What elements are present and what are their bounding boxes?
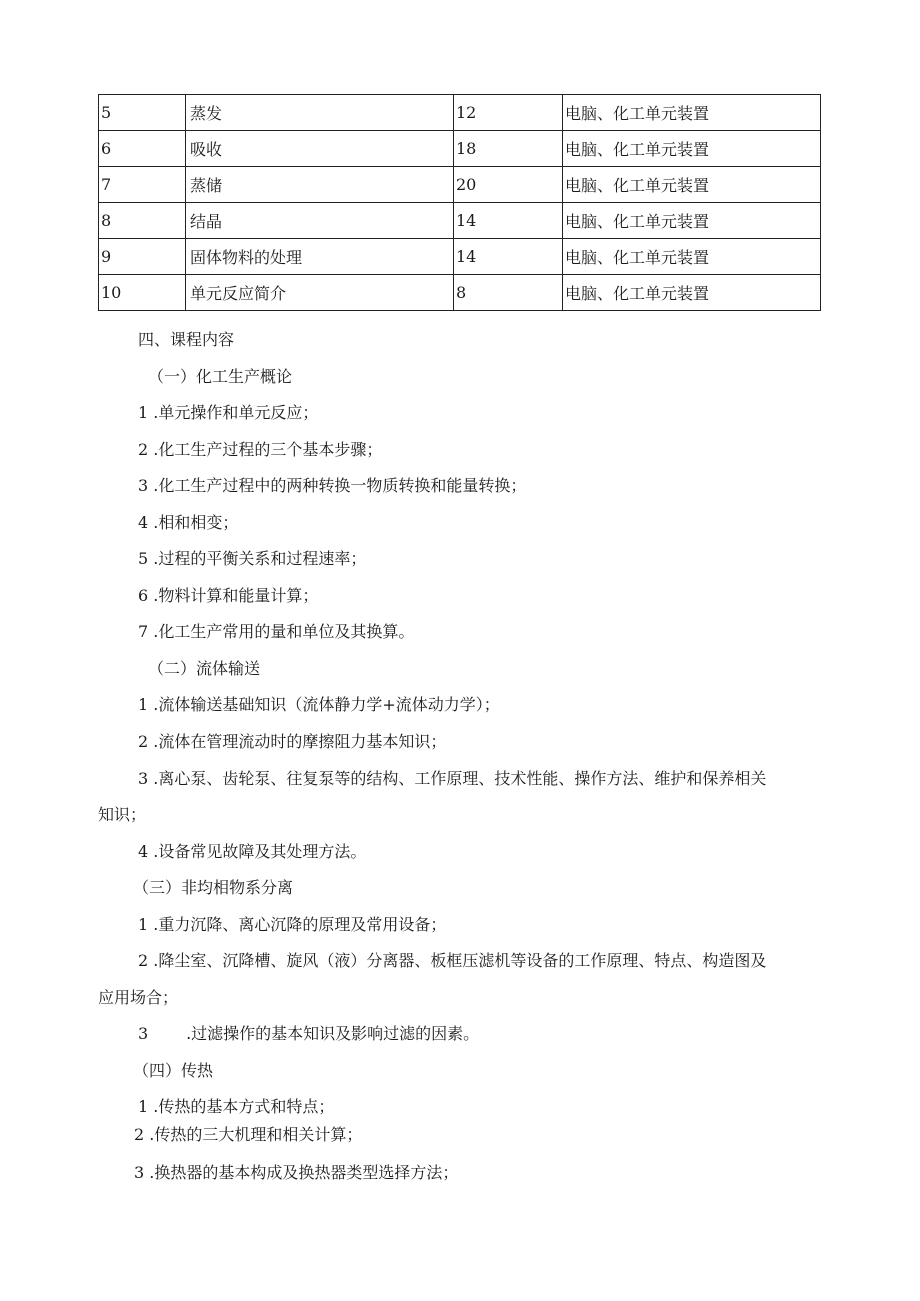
- list-item: [134, 1162, 458, 1184]
- item-number: 5: [138, 549, 149, 568]
- item-number: 2: [138, 732, 149, 751]
- item-text: .流体输送基础知识（流体静力学+流体动力学）；: [153, 695, 500, 714]
- item-text: .过程的平衡关系和过程速率；: [153, 549, 367, 568]
- list-item: [138, 731, 446, 753]
- list-item: [134, 1124, 362, 1146]
- unit-name: 蒸储: [186, 167, 454, 203]
- item-number: 3: [138, 1024, 149, 1043]
- list-item-continuation: 应用场合；: [98, 988, 179, 1007]
- unit-equipment: 电脑、化工单元装置: [563, 275, 821, 311]
- row-number: 8: [99, 203, 186, 239]
- item-number: 3: [134, 1163, 145, 1182]
- item-number: 4: [138, 842, 149, 861]
- item-text: .传热的三大机理和相关计算；: [149, 1125, 363, 1144]
- item-number: 1: [138, 403, 149, 422]
- list-item: [138, 621, 414, 643]
- item-text: .物料计算和能量计算；: [153, 586, 319, 605]
- item-text: .过滤操作的基本知识及影响过滤的因素。: [186, 1024, 480, 1043]
- list-item: [138, 768, 766, 790]
- item-number: 1: [138, 915, 149, 934]
- subsection-heading: （二）流体输送: [148, 659, 261, 678]
- list-item: [138, 914, 446, 936]
- item-number: 3: [138, 769, 149, 788]
- item-text: .离心泵、齿轮泵、往复泵等的结构、工作原理、技术性能、操作方法、维护和保养相关: [153, 769, 767, 788]
- item-number: 2: [134, 1125, 145, 1144]
- item-number: 4: [138, 513, 149, 532]
- item-number: 1: [138, 695, 149, 714]
- table-row: [99, 131, 821, 167]
- section-heading: 四、课程内容: [138, 330, 235, 349]
- list-item-continuation: 知识；: [98, 805, 147, 824]
- table-row: [99, 203, 821, 239]
- list-item: [138, 1096, 334, 1118]
- unit-name: 固体物料的处理: [186, 239, 454, 275]
- list-item: [138, 402, 318, 424]
- list-item: [138, 512, 238, 534]
- row-number: 7: [99, 167, 186, 203]
- row-number: 6: [99, 131, 186, 167]
- item-number: 7: [138, 622, 149, 641]
- item-text: .化工生产过程中的两种转换一物质转换和能量转换；: [153, 476, 527, 495]
- list-item: [138, 841, 366, 863]
- item-text: .传热的基本方式和特点；: [153, 1097, 335, 1116]
- subsection-heading: （四）传热: [133, 1061, 214, 1080]
- list-item: [138, 694, 500, 716]
- table-row: [99, 239, 821, 275]
- item-text: .流体在管理流动时的摩擦阻力基本知识；: [153, 732, 447, 751]
- list-item: [138, 950, 766, 972]
- unit-equipment: 电脑、化工单元装置: [563, 131, 821, 167]
- item-number: 3: [138, 476, 149, 495]
- list-item: [138, 439, 382, 461]
- item-text: .降尘室、沉降槽、旋风（液）分离器、板框压滤机等设备的工作原理、特点、构造图及: [153, 951, 767, 970]
- item-text: .换热器的基本构成及换热器类型选择方法；: [149, 1163, 459, 1182]
- item-text: .化工生产过程的三个基本步骤；: [153, 440, 383, 459]
- unit-hours: 12: [454, 95, 563, 131]
- unit-hours: 8: [454, 275, 563, 311]
- unit-hours: 14: [454, 239, 563, 275]
- item-text: .设备常见故障及其处理方法。: [153, 842, 367, 861]
- unit-hours: 14: [454, 203, 563, 239]
- item-text: .相和相变；: [153, 513, 239, 532]
- item-number: 6: [138, 586, 149, 605]
- unit-table: [98, 94, 821, 311]
- unit-name: 单元反应简介: [186, 275, 454, 311]
- list-item: [138, 585, 318, 607]
- unit-name: 蒸发: [186, 95, 454, 131]
- item-text: .化工生产常用的量和单位及其换算。: [153, 622, 415, 641]
- item-number: 1: [138, 1097, 149, 1116]
- unit-name: 吸收: [186, 131, 454, 167]
- row-number: 9: [99, 239, 186, 275]
- subsection-heading: （一）化工生产概论: [148, 367, 293, 386]
- list-item: [138, 475, 526, 497]
- unit-equipment: 电脑、化工单元装置: [563, 203, 821, 239]
- row-number: 5: [99, 95, 186, 131]
- unit-equipment: 电脑、化工单元装置: [563, 167, 821, 203]
- subsection-heading: （三）非均相物系分离: [133, 878, 294, 897]
- list-item: [138, 548, 366, 570]
- item-text: .单元操作和单元反应；: [153, 403, 319, 422]
- item-number: 2: [138, 440, 149, 459]
- list-item: [138, 1023, 479, 1045]
- unit-hours: 20: [454, 167, 563, 203]
- unit-name: 结晶: [186, 203, 454, 239]
- item-number: 2: [138, 951, 149, 970]
- unit-hours: 18: [454, 131, 563, 167]
- unit-equipment: 电脑、化工单元装置: [563, 239, 821, 275]
- item-text: .重力沉降、离心沉降的原理及常用设备；: [153, 915, 447, 934]
- table-row: [99, 275, 821, 311]
- unit-equipment: 电脑、化工单元装置: [563, 95, 821, 131]
- row-number: 10: [99, 275, 186, 311]
- table-row: [99, 167, 821, 203]
- table-row: [99, 95, 821, 131]
